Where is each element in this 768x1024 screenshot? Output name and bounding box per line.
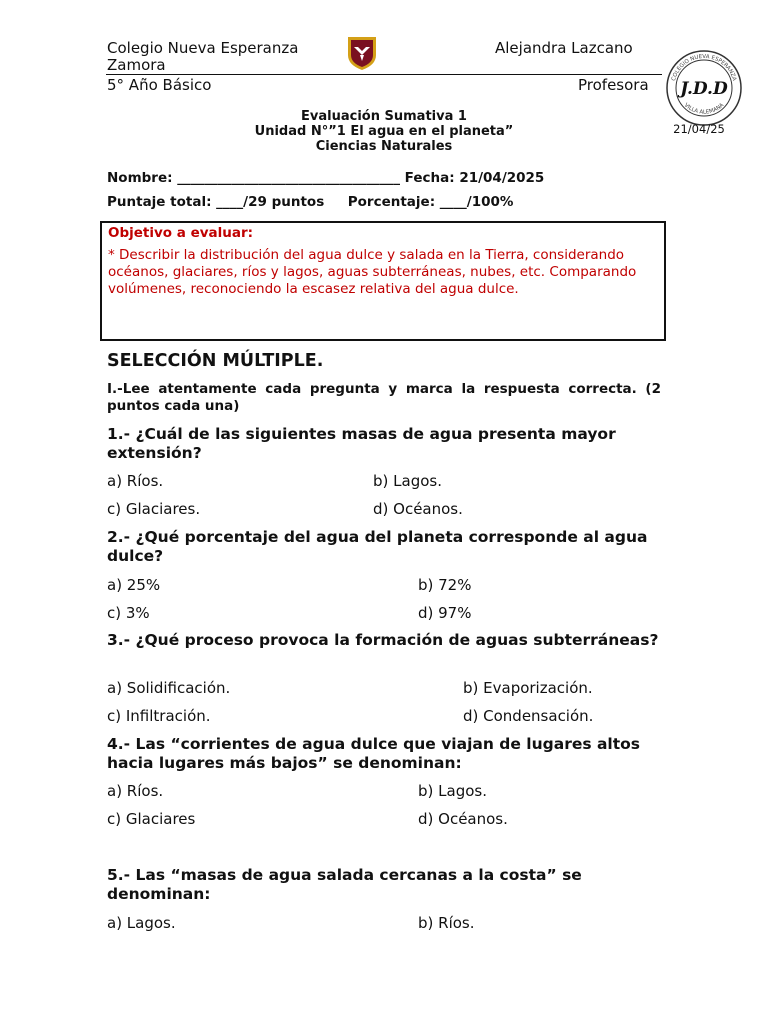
q2-option-d: d) 97%	[418, 604, 472, 622]
header-divider	[106, 74, 662, 75]
stamp-ring-bottom: VILLA ALEMANA	[682, 102, 726, 116]
q3-option-b: b) Evaporización.	[463, 679, 593, 697]
q2-option-a: a) 25%	[107, 576, 161, 594]
exam-subject: Ciencias Naturales	[315, 139, 453, 154]
school-location: Zamora	[107, 56, 166, 74]
school-stamp	[664, 48, 744, 128]
section-title: SELECCIÓN MÚLTIPLE.	[107, 351, 324, 371]
question-5: 5.- Las “masas de agua salada cercanas a la costa” se denominan:	[107, 866, 582, 903]
q3-option-c: c) Infiltración.	[107, 707, 211, 725]
q1-option-b: b) Lagos.	[373, 472, 442, 490]
q5-option-b: b) Ríos.	[418, 914, 475, 932]
q5-option-a: a) Lagos.	[107, 914, 176, 932]
objective-text: * Describir la distribución del agua dulce y salada en la Tierra, considerando océanos, glaciares, ríos y lagos, aguas subterráneas, nubes, etc. Comparando volúmenes, reconociendo la escasez relativa del agua dulce.	[108, 247, 637, 297]
section-instructions: I.-Lee atentamente cada pregunta y marca la respuesta correcta. (2 puntos cada una)	[107, 381, 661, 414]
question-2: 2.- ¿Qué porcentaje del agua del planeta corresponde al agua dulce?	[107, 528, 648, 565]
q3-option-a: a) Solidificación.	[107, 679, 231, 697]
teacher-role: Profesora	[578, 76, 649, 94]
grade-label: 5° Año Básico	[107, 76, 212, 94]
question-3: 3.- ¿Qué proceso provoca la formación de aguas subterráneas?	[107, 631, 659, 649]
score-line: Puntaje total: ____/29 puntos Porcentaje: ____/100%	[107, 194, 514, 210]
question-1: 1.- ¿Cuál de las siguientes masas de agua presenta mayor extensión?	[107, 425, 616, 462]
svg-text:COLEGIO NUEVA ESPERANZA	[671, 54, 737, 82]
school-logo	[346, 35, 378, 71]
q4-option-b: b) Lagos.	[418, 782, 487, 800]
q1-option-d: d) Océanos.	[373, 500, 463, 518]
q2-option-b: b) 72%	[418, 576, 472, 594]
q4-option-c: c) Glaciares	[107, 810, 196, 828]
q3-option-d: d) Condensación.	[463, 707, 594, 725]
q4-option-d: d) Océanos.	[418, 810, 508, 828]
q2-option-c: c) 3%	[107, 604, 150, 622]
teacher-name: Alejandra Lazcano	[495, 39, 633, 57]
stamp-date: 21/04/25	[673, 122, 725, 136]
question-4: 4.- Las “corrientes de agua dulce que viajan de lugares altos hacia lugares más bajos” se denominan:	[107, 735, 641, 772]
school-name: Colegio Nueva Esperanza	[107, 39, 299, 57]
exam-unit: Unidad N°”1 El agua en el planeta”	[254, 124, 514, 139]
stamp-initials: J.D.D	[680, 79, 728, 99]
student-name-date-line: Nombre: _________________________________ Fecha: 21/04/2025	[107, 170, 545, 186]
q1-option-a: a) Ríos.	[107, 472, 164, 490]
stamp-ring-top: COLEGIO NUEVA ESPERANZA	[670, 53, 738, 82]
q4-option-a: a) Ríos.	[107, 782, 164, 800]
objective-box	[100, 221, 666, 341]
objective-label: Objetivo a evaluar:	[108, 225, 254, 241]
q1-option-c: c) Glaciares.	[107, 500, 201, 518]
svg-text:VILLA ALEMANA	[683, 102, 726, 115]
exam-title: Evaluación Sumativa 1	[301, 109, 467, 124]
